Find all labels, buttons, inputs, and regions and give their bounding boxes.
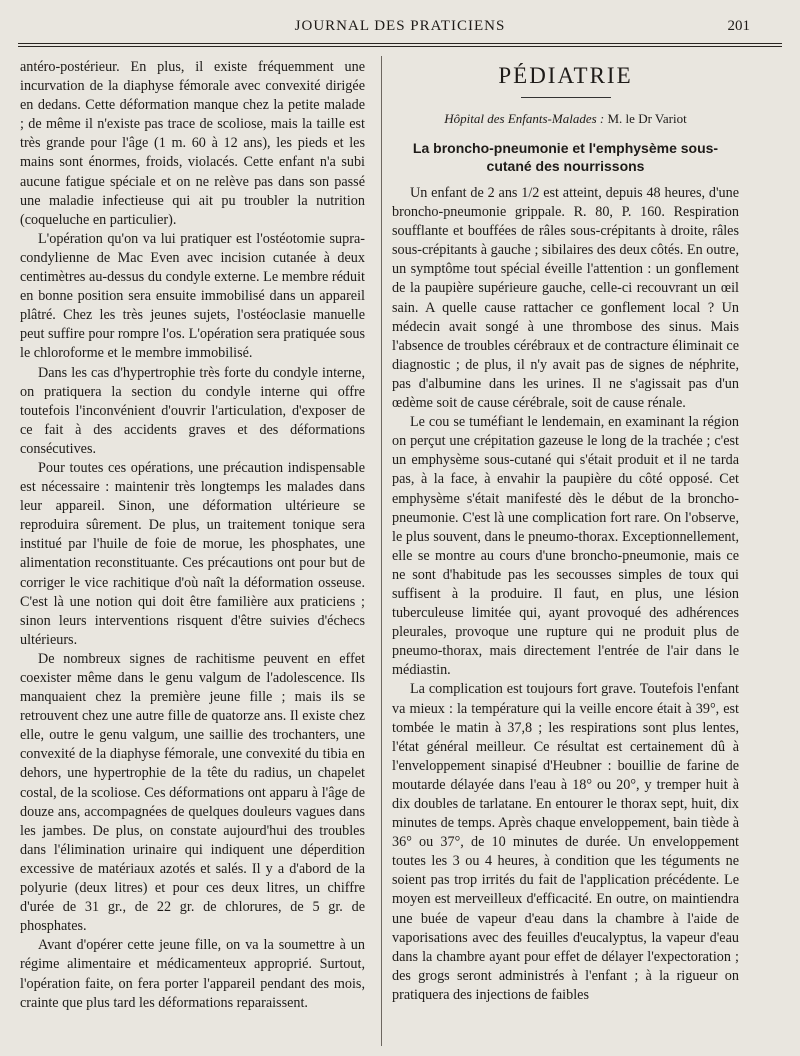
paragraph: De nombreux signes de rachitisme peuvent en effet coexister même dans le genu valgum de l'adolescence. Ils manquaient chez la première jeune fille ; mais ils se retrouvent chez une autre fille de quatorze ans. Il existe chez elle, outre le genu valgum, une saillie des trochanters, une convexité de la diaphyse fémorale, une convexité du tibia en dehors, une hypertrophie de la tête du radius, un chapelet costal, de la scoliose. Ces déformations ont apparu à l'âge de douze ans, accompagnées de quelques douleurs vagues dans les jambes. De plus, on constate aujourd'hui des troubles dans l'élimination urinaire qui indiquent une déperdition excessive de matériaux azotés et salés. Il y a d'abord de la polyurie (deux litres) et pour ces deux litres, un chiffre d'urée de 31 gr., de 22 gr. de chlorures, de 5 gr. de phosphates. (20, 650, 365, 935)
header-rule (18, 43, 782, 44)
section-title: PÉDIATRIE (498, 63, 633, 88)
journal-title: JOURNAL DES PRATICIENS (294, 18, 506, 34)
column-divider (381, 56, 382, 1046)
hospital-name: Hôpital des Enfants-Malades : (444, 111, 605, 126)
paragraph: Le cou se tuméfiant le lendemain, en examinant la région on perçut une crépitation gazeuse le long de la trachée ; c'est un emphysème sous-cutané qui s'était produit et il ne tarda pas, à la face, à envahir la paupière du côté opposé. Cet emphysème s'était manifesté dès le début de la broncho-pneumonie. C'est là une complication fort rare. On l'observe, le plus souvent, dans le pneumo-thorax. Exceptionnellement, elle se montre au cours d'une broncho-pneumonie, mais ce ne sont d'habitude pas les secousses simples de toux qui suffisent à la produire. Il faut, en plus, une lésion tuberculeuse limitée qui, ayant provoqué des adhérences pleurales, provoque une rupture qui ne produit plus de pneumo-thorax, mais directement l'entrée de l'air dans le médiastin. (392, 414, 739, 679)
page-number: 201 (727, 18, 750, 34)
author-name: M. le Dr Variot (607, 111, 687, 126)
paragraph: Un enfant de 2 ans 1/2 est atteint, depuis 48 heures, d'une broncho-pneumonie grippale. R. 80, P. 160. Respiration soufflante et bouffées de râles sous-crépitants à droite, râles sous-crépitants à gauche ; sibilaires des deux côtés. En outre, un symptôme tout spécial éveille l'attention : un gonflement de la paupière supérieure gauche, celle-ci recouvrant un œil sain. A quelle cause rattacher ce gonflement local ? Un médecin avait songé à une thrombose des sinus. Mais l'absence de troubles cérébraux et de contracture éliminait ce diagnostic ; de plus, il n'y avait pas de signes de néphrite, pas d'albumine dans les urines. Il ne s'agissait pas d'un œdème soit de cause cérébrale, soit de cause rénale. (392, 185, 739, 412)
paragraph: La complication est toujours fort grave. Toutefois l'enfant va mieux : la température qui la veille encore était à 39°, est tombée le matin à 37,8 ; les respirations sont plus lentes, l'état général meilleur. Ce résultat est certainement dû à l'enveloppement sinapisé d'Heubner : bouillie de farine de moutarde délayée dans l'eau à 18° ou 20°, y tremper huit à dix doubles de tarlatane. En entourer le thorax sept, huit, dix minutes de temps. Après chaque enveloppement, bain tiède à 36° ou 37°, de 10 minutes de durée. Un enveloppement toutes les 3 ou 4 heures, à condition que les téguments ne soient pas trop irrités du fait de l'application précédente. Le moyen est merveilleux d'efficacité. En outre, on maintiendra une buée de vapeur d'eau dans la chambre à l'aide de vaporisations avec des feuilles d'eucalyptus, la vapeur d'eau dans la chambre ayant pour effet de délayer l'expectoration ; des grogs seront administrés à l'enfant ; à la rigueur on pratiquera des injections de faibles (392, 681, 739, 1003)
paragraph: Pour toutes ces opérations, une précaution indispensable est nécessaire : maintenir très longtemps les malades dans leur appareil. Sinon, une déformation ultérieure se reproduira sûrement. De plus, un traitement tonique sera institué par l'huile de foie de morue, les phosphates, une alimentation reconstituante. Ces précautions ont pour but de corriger le vice rachitique d'où naît la déformation osseuse. C'est là une notion qui doit être familière aux praticiens ; sinon leurs interventions risquent d'être suivies d'échecs ultérieurs. (20, 459, 365, 648)
paragraph: Dans les cas d'hypertrophie très forte du condyle interne, on pratiquera la section du condyle interne qui offre toutefois l'inconvénient d'ouvrir l'articulation, d'exposer de ce fait à des accidents graves et des déformations consécutives. (20, 364, 365, 457)
section-rule (521, 97, 611, 98)
page-header (0, 14, 800, 38)
right-column (392, 58, 739, 1040)
article-title: La broncho-pneumonie et l'emphysème sous-cutané des nourrissons (412, 140, 719, 174)
left-column (20, 58, 365, 1040)
paragraph: antéro-postérieur. En plus, il existe fréquemment une incurvation de la diaphyse fémorale avec convexité dirigée en dedans. Cette déformation manque chez la petite malade ; de même il n'existe pas trace de scoliose, mais la taille est très grande pour l'âge (1 m. 60 à 12 ans), les pieds et les mains sont énormes, froids, violacés. Cette enfant n'a subi aucune fatigue spéciale et on ne relève pas dans son passé une maladie infectieuse qui ait pu troubler la nutrition (coqueluche en particulier). (20, 59, 365, 228)
paragraph: L'opération qu'on va lui pratiquer est l'ostéotomie supra-condylienne de Mac Even avec incision cutanée à deux centimètres au-dessus du condyle externe. Le membre réduit en bonne position sera ensuite immobilisé dans un appareil plâtré. Chez les très jeunes sujets, l'ostéoclasie manuelle peut suffire pour rompre l'os. L'opération sera pratiquée sous le chloroforme et le membre immobilisé. (20, 230, 365, 362)
source-line (392, 110, 739, 127)
header-rule-double (18, 46, 782, 47)
paragraph: Avant d'opérer cette jeune fille, on va la soumettre à un régime alimentaire et médicamenteux approprié. Surtout, l'opération faite, on fera porter l'appareil pendant des mois, crainte que plus tard les déformations reparaissent. (20, 937, 365, 1011)
